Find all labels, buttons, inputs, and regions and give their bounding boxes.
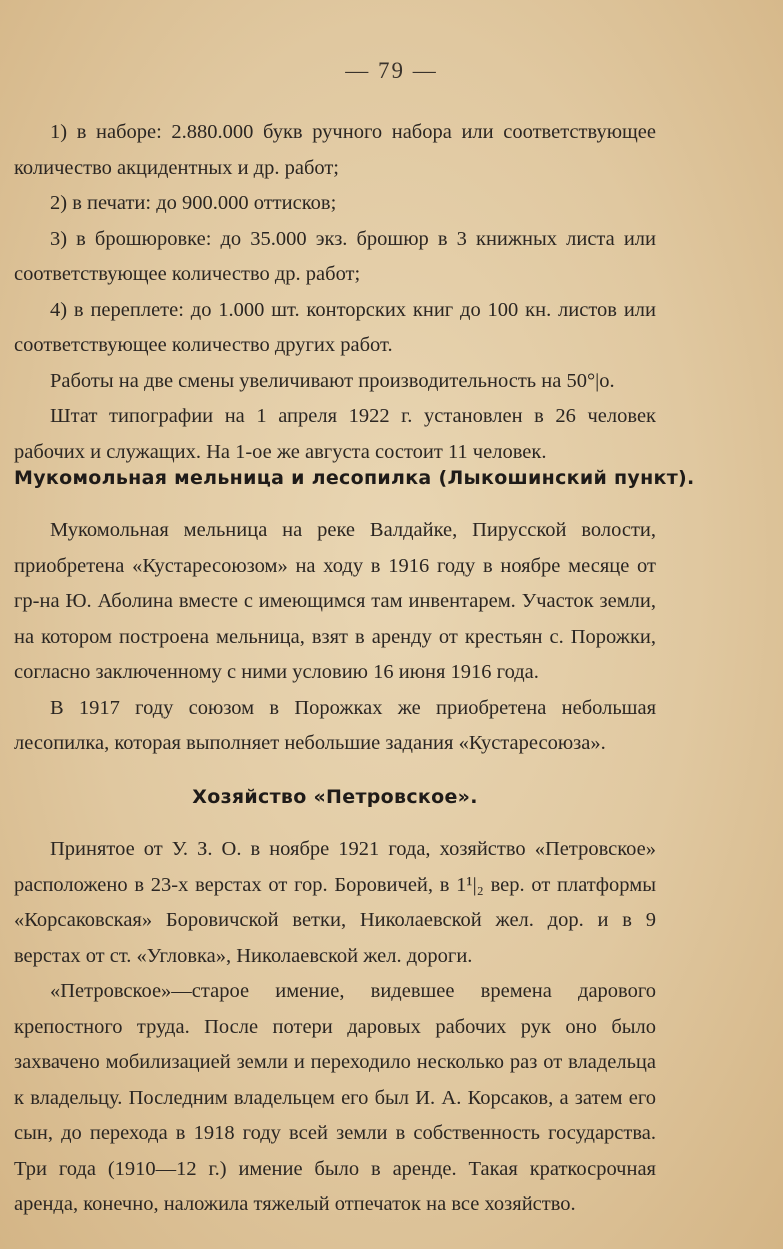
- paragraph-staff: Штат типографии на 1 апреля 1922 г. установлен в 26 человек рабочих и служащих. На 1-ое же августа состоит 11 человек.: [14, 405, 656, 463]
- list-item-binding: 3) в брошюровке: до 35.000 экз. брошюр в 3 книжных листа или соответствующее количество др. работ;: [14, 227, 656, 285]
- list-item-printing: 2) в печати: до 900.000 оттисков;: [50, 192, 337, 214]
- list-item-bookbinding: 4) в переплете: до 1.000 шт. конторских книг до 100 кн. листов или соответствующее количество других работ.: [14, 298, 656, 356]
- section-estate: [14, 832, 656, 1223]
- list-item-typesetting: 1) в наборе: 2.880.000 букв ручного набора или соответствующее количество акцидентных и др. работ;: [14, 121, 656, 179]
- paragraph-sawmill: В 1917 году союзом в Порожках же приобретена небольшая лесопилка, которая выполняет небольшие задания «Кустаресоюза».: [14, 696, 656, 754]
- paragraph-shifts: Работы на две смены увеличивают производительность на 50°|о.: [50, 369, 615, 392]
- section-mill: [14, 513, 656, 762]
- section-heading-mill: Мукомольная мельница и лесопилка (Лыкошинский пункт).: [14, 467, 695, 489]
- paragraph-estate-history: «Петровское»—старое имение, видевшее времена дарового крепостного труда. После потери даровых рабочих рук оно было захвачено мобилизацией земли и переходило несколько раз от владельца к владельцу. Последним владельцем его был И. А. Корсаков, а затем его сын, до перехода в 1918 году всей земли в собственность государства. Три года (1910—12 г.) имение было в аренде. Такая краткосрочная аренда, конечно, наложила тяжелый отпечаток на все хозяйство.: [14, 980, 656, 1215]
- section-heading-estate: Хозяйство «Петровское».: [192, 786, 478, 808]
- page-number: — 79 —: [345, 58, 438, 83]
- capacity-list: [14, 115, 656, 470]
- paragraph-estate-location: Принятое от У. З. О. в ноябре 1921 года, хозяйство «Петровское» расположено в 23-х верстах от гор. Боровичей, в 1¹|₂ вер. от платформы «Корсаковская» Боровичской ветки, Николаевской жел. дор. и в 9 верстах от ст. «Угловка», Николаевской жел. дороги.: [14, 838, 656, 967]
- paragraph-mill: Мукомольная мельница на реке Валдайке, Пирусской волости, приобретена «Кустаресоюзом» на ходу в 1916 году в ноябре месяце от гр-на Ю. Аболина вместе с имеющимся там инвентарем. Участок земли, на котором построена мельница, взят в аренду от крестьян с. Порожки, согласно заключенному с ними условию 16 июня 1916 года.: [14, 519, 656, 683]
